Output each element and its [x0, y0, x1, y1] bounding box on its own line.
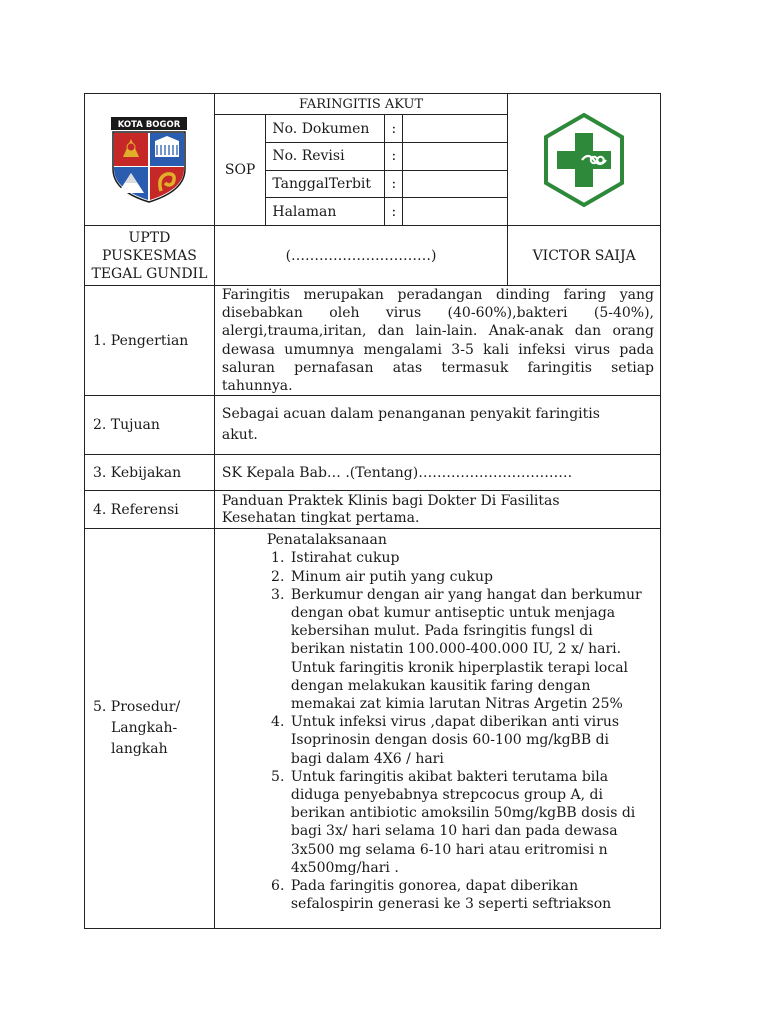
prosedur-steps-list — [245, 549, 644, 913]
section-label-referensi: 4. Referensi — [85, 491, 215, 529]
list-item: 1. Istirahat cukup — [289, 549, 644, 567]
tujuan-text: Sebagai acuan dalam penanganan penyakit faringitis akut. — [214, 396, 660, 455]
document-title: FARINGITIS AKUT — [215, 94, 507, 115]
field-sep: : — [385, 115, 403, 143]
puskesmas-logo-cell — [508, 94, 661, 226]
org-name-cell — [85, 226, 215, 286]
puskesmas-logo-icon — [542, 113, 626, 207]
header-center-cell — [214, 94, 507, 226]
field-label-no-dokumen: No. Dokumen — [266, 115, 385, 143]
prosedur-label-line-3: langkah — [111, 741, 168, 758]
field-label-tanggal-terbit: TanggalTerbit — [266, 170, 385, 198]
field-value-no-revisi — [403, 143, 507, 171]
kebijakan-text: SK Kepala Bab… .(Tentang)…………………………… — [214, 455, 660, 491]
prosedur-label-line-1: 5. Prosedur/ — [93, 699, 181, 716]
section-content-prosedur — [214, 529, 660, 929]
field-label-halaman: Halaman — [266, 198, 385, 225]
referensi-text: Panduan Praktek Klinis bagi Dokter Di Fasilitas Kesehatan tingkat pertama. — [214, 491, 660, 529]
prosedur-label-line-2: Langkah- — [111, 720, 178, 737]
section-label-tujuan: 2. Tujuan — [85, 396, 215, 455]
org-line-2: PUSKESMAS — [101, 247, 197, 264]
pengertian-text: Faringitis merupakan peradangan dinding faring yang disebabkan oleh virus (40-60%),bakteri (5-40%), alergi,trauma,iritan, dan lain-lain. Anak-anak dan orang dewasa umumnya mengalami 3-5 kali infeksi virus pada saluran pernafasan atas termasuk faringitis setiap tahunnya. — [221, 287, 654, 395]
section-label-kebijakan: 3. Kebijakan — [85, 455, 215, 491]
city-logo-cell — [85, 94, 215, 226]
list-item: 5. Untuk faringitis akibat bakteri terutama bila diduga penyebabnya strepcocus group A, di berikan antibiotic amoksilin 50mg/kgBB dosis di bagi 3x/ hari selama 10 hari dan pada dewasa 3x500 mg selama 6-10 hari atau eritromisi n 4x500mg/hari . — [289, 768, 644, 877]
sop-document — [84, 93, 661, 929]
section-label-pengertian: 1. Pengertian — [85, 286, 215, 396]
prosedur-heading: Penatalaksanaan — [266, 532, 387, 549]
list-item: 4. Untuk infeksi virus ,dapat diberikan anti virus Isoprinosin dengan dosis 60-100 mg/kgBB di bagi dalam 4X6 / hari — [289, 713, 644, 768]
signature-placeholder: (…………………………) — [214, 226, 507, 286]
city-badge-text: KOTA BOGOR — [118, 119, 181, 130]
section-label-prosedur — [85, 529, 215, 929]
field-sep: : — [385, 170, 403, 198]
field-value-halaman — [403, 198, 507, 225]
list-item: 6. Pada faringitis gonorea, dapat diberikan sefalospirin generasi ke 3 seperti seftriakson — [289, 877, 644, 913]
signatory-name: VICTOR SAIJA — [508, 226, 661, 286]
list-item: 2. Minum air putih yang cukup — [289, 568, 644, 586]
org-line-1: UPTD — [128, 229, 171, 246]
field-sep: : — [385, 143, 403, 171]
field-value-tanggal-terbit — [403, 170, 507, 198]
field-value-no-dokumen — [403, 115, 507, 143]
field-label-no-revisi: No. Revisi — [266, 143, 385, 171]
sop-label: SOP — [215, 115, 266, 225]
section-content-pengertian — [214, 286, 660, 396]
field-sep: : — [385, 198, 403, 225]
kota-bogor-emblem-icon — [111, 117, 187, 203]
org-line-3: TEGAL GUNDIL — [91, 265, 208, 282]
list-item: 3. Berkumur dengan air yang hangat dan berkumur dengan obat kumur antiseptic untuk menjaga kebersihan mulut. Pada fsringitis fungsl di berikan nistatin 100.000-400.000 IU, 2 x/ hari. Untuk faringitis kronik hiperplastik terapi local dengan melakukan kausitik faring dengan memakai zat kimia larutan Nitras Argetin 25% — [289, 586, 644, 713]
